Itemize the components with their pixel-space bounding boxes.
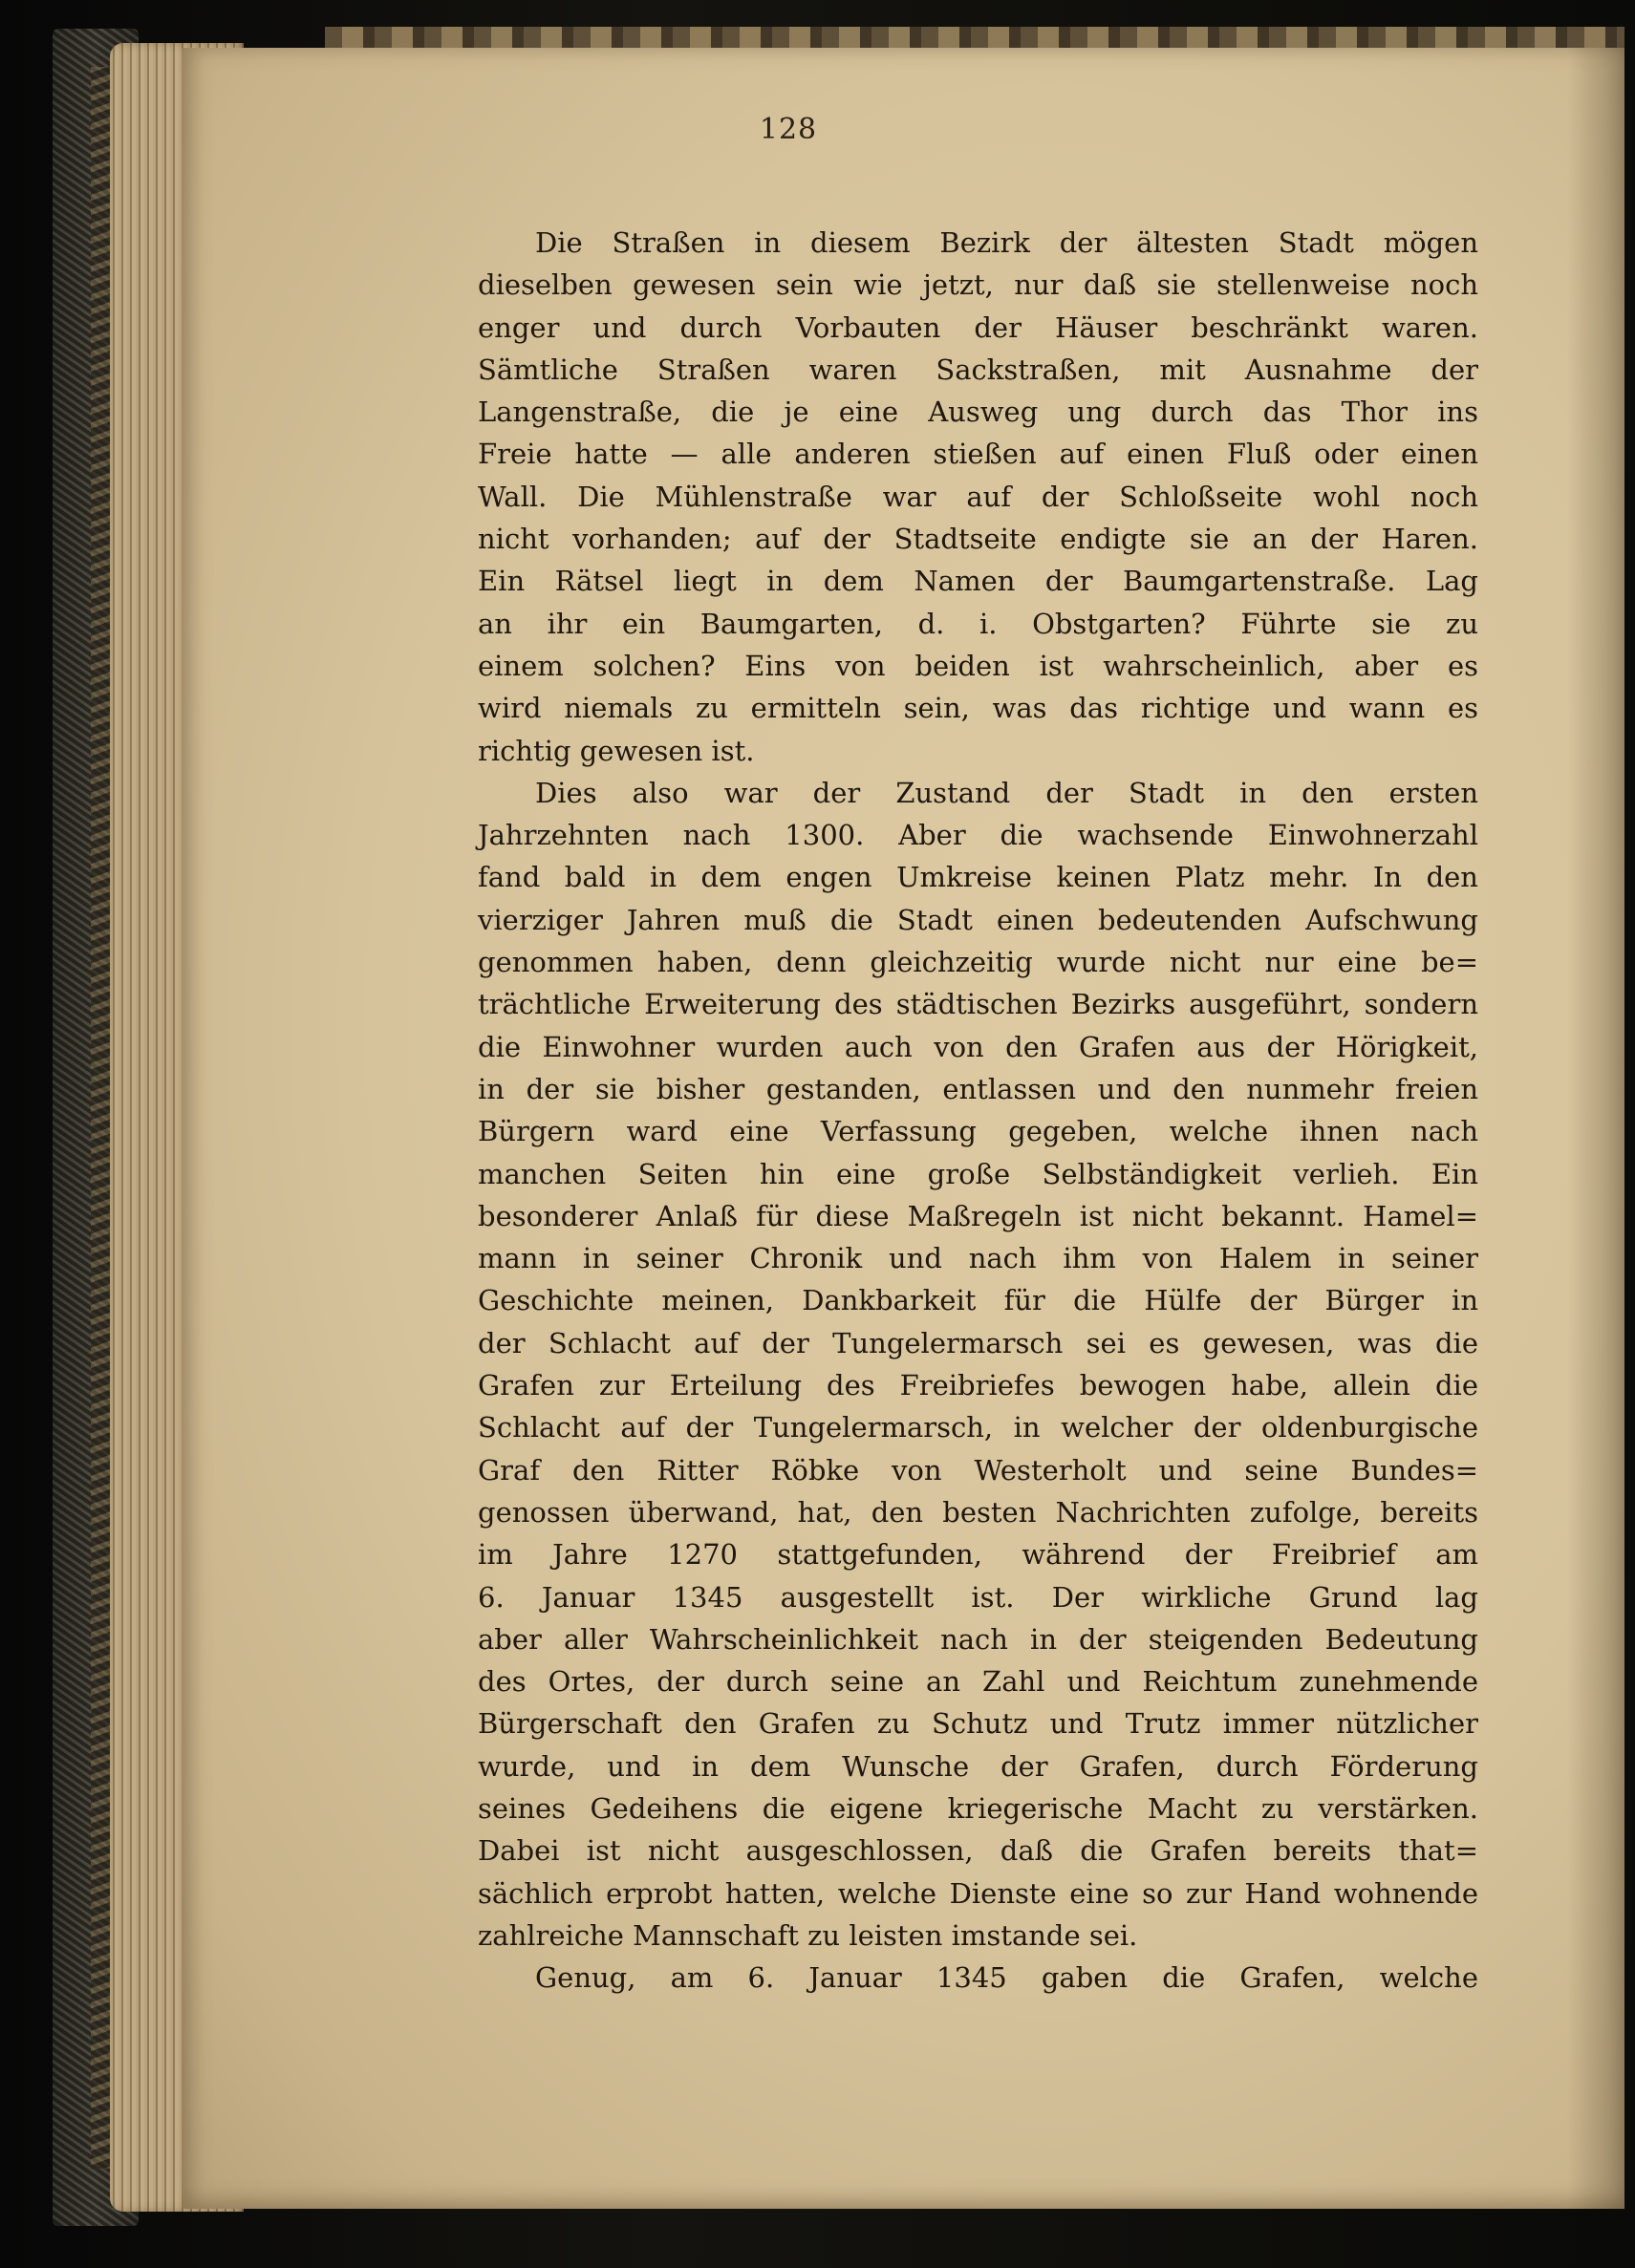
text-line: 6. Januar 1345 ausgestellt ist. Der wirkliche Grund lag [478,1580,1478,1614]
text-line: Geschichte meinen, Dankbarkeit für die Hülfe der Bürger in [478,1284,1478,1317]
text-line: dieselben gewesen sein wie jetzt, nur daß sie stellenweise noch [478,268,1478,302]
text-line: vierziger Jahren muß die Stadt einen bedeutenden Aufschwung [478,903,1478,936]
text-line: Bürgerschaft den Grafen zu Schutz und Trutz immer nützlicher [478,1707,1478,1741]
text-line: Die Straßen in diesem Bezirk der ältesten Stadt mögen [535,226,1478,259]
text-line: im Jahre 1270 stattgefunden, während der Freibrief am [478,1538,1478,1572]
text-line: der Schlacht auf der Tungelermarsch sei es gewesen, was die [478,1326,1478,1359]
text-line: nicht vorhanden; auf der Stadtseite endigte sie an der Haren. [478,523,1478,556]
text-line: Schlacht auf der Tungelermarsch, in welcher der oldenburgische [478,1411,1478,1444]
page-number: 128 [759,113,818,146]
text-line: mann in seiner Chronik und nach ihm von Halem in seiner [478,1242,1478,1275]
text-line: Sämtliche Straßen waren Sackstraßen, mit Ausnahme der [478,353,1478,386]
text-line: genossen überwand, hat, den besten Nachrichten zufolge, bereits [478,1495,1478,1529]
text-line: wurde, und in dem Wunsche der Grafen, durch Förderung [478,1749,1478,1783]
text-line: richtig gewesen ist. [478,734,755,767]
text-line: Graf den Ritter Röbke von Westerholt und seine Bundes= [478,1453,1478,1487]
text-line: wird niemals zu ermitteln sein, was das richtige und wann es [478,692,1478,725]
text-line: zahlreiche Mannschaft zu leisten imstande sei. [478,1918,1138,1952]
text-line: Jahrzehnten nach 1300. Aber die wachsende Einwohnerzahl [478,819,1478,852]
text-line: des Ortes, der durch seine an Zahl und Reichtum zunehmende [478,1665,1478,1699]
text-line: trächtliche Erweiterung des städtischen Bezirks ausgeführt, sondern [478,988,1478,1021]
body-text [478,222,1478,1999]
text-line: Genug, am 6. Januar 1345 gaben die Grafen, welche [535,1961,1478,1995]
text-line: Langenstraße, die je eine Ausweg ung durch das Thor ins [478,396,1478,429]
text-line: Bürgern ward eine Verfassung gegeben, welche ihnen nach [478,1115,1478,1148]
text-line: Dabei ist nicht ausgeschlossen, daß die Grafen bereits that= [478,1834,1478,1868]
text-line: genommen haben, denn gleichzeitig wurde nicht nur eine be= [478,946,1478,979]
text-line: Grafen zur Erteilung des Freibriefes bewogen habe, allein die [478,1369,1478,1402]
text-line: fand bald in dem engen Umkreise keinen Platz mehr. In den [478,861,1478,894]
text-line: Dies also war der Zustand der Stadt in den ersten [535,776,1478,809]
text-line: manchen Seiten hin eine große Selbständigkeit verlieh. Ein [478,1157,1478,1190]
text-line: Ein Rätsel liegt in dem Namen der Baumgartenstraße. Lag [478,565,1478,598]
text-line: die Einwohner wurden auch von den Grafen aus der Hörigkeit, [478,1030,1478,1063]
text-line: Freie hatte — alle anderen stießen auf einen Fluß oder einen [478,438,1478,471]
gutter-shadow [1567,48,1624,2209]
text-line: sächlich erprobt hatten, welche Dienste eine so zur Hand wohnende [478,1876,1478,1910]
text-line: aber aller Wahrscheinlichkeit nach in der steigenden Bedeutung [478,1622,1478,1656]
text-line: an ihr ein Baumgarten, d. i. Obstgarten? Führte sie zu [478,607,1478,640]
text-line: einem solchen? Eins von beiden ist wahrscheinlich, aber es [478,649,1478,682]
text-line: enger und durch Vorbauten der Häuser beschränkt waren. [478,310,1478,344]
text-line: in der sie bisher gestanden, entlassen und den nunmehr freien [478,1072,1478,1105]
text-line: besonderer Anlaß für diese Maßregeln ist nicht bekannt. Hamel= [478,1199,1478,1232]
text-line: seines Gedeihens die eigene kriegerische Macht zu verstärken. [478,1791,1478,1825]
text-line: Wall. Die Mühlenstraße war auf der Schloßseite wohl noch [478,480,1478,513]
